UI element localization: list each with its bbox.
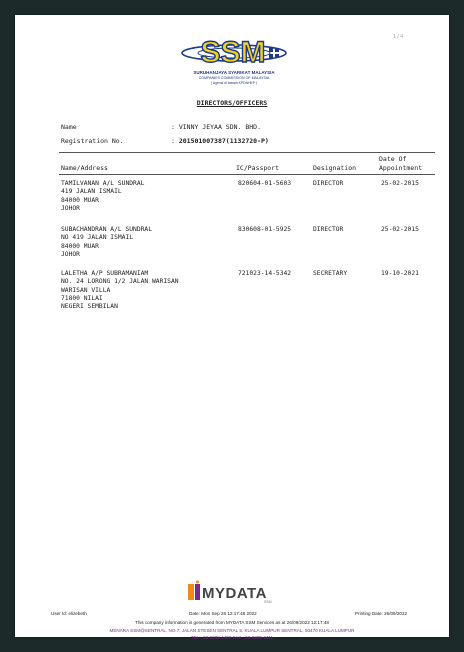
header-designation: Designation [313,164,357,172]
row-2-designation: DIRECTOR [313,226,344,233]
footer-date: Date: Mon Sep 26 12:17:48 2022 [189,611,257,616]
org-name: SURUHANJAYA SYARIKAT MALAYSIA [193,70,275,75]
agency-note: ( Agensi di bawah KPDNHEP ) [210,81,258,85]
name-value: : VINNY JEYAA SDN. BHD. [171,123,262,131]
ssm-logo [181,31,287,71]
svg-text:SSM: SSM [264,600,272,604]
row-3-ic: 721023-14-5342 [238,270,292,277]
header-name-address: Name/Address [61,164,108,172]
svg-text:MYDATA: MYDATA [202,585,267,602]
footer-tel-fax: TEL : 03-2299 4400 FAX : 03-2299 4411 [190,635,274,640]
footer-printing-date: Printing Date: 26/09/2022 [355,611,408,616]
row-3-date: 19-10-2021 [381,270,419,277]
mydata-logo [186,580,276,604]
document-title: DIRECTORS/OFFICERS [196,99,268,107]
footer-address: MENARA SSM@SENTRAL, NO.7, JALAN STESEN SENTRAL 5, KUALA LUMPUR SENTRAL, 50470 KUALA LUMPUR [109,628,355,633]
row-2-date: 25-02-2015 [381,226,419,233]
page-number: 1 / 4 [393,34,403,40]
svg-text:SSM: SSM [200,36,266,69]
name-label: Name [61,123,77,131]
registration-value: : 201501007387(1132720-P) [171,137,269,145]
document-page [15,15,449,640]
registration-label: Registration No. [61,137,124,145]
footer-generated-note: This company information is generated from MYDATA SSM Services as at 26/09/2022 12:17:48 [135,620,329,625]
row-3-name-address: LALETHA A/P SUBRAMANIAM NO. 24 LORONG 1/2 JALAN WARISAN WARISAN VILLA 71800 NILAI NEGERI SEMBILAN [61,270,179,311]
row-2-name-address: SUBACHANDRAN A/L SUNDRAL NO 419 JALAN ISMAIL 84000 MUAR JOHOR [61,226,152,258]
row-2-ic: 830608-01-5925 [238,226,292,233]
table-top-rule [59,152,435,153]
org-name-en: COMPANIES COMMISSION OF MALAYSIA [198,76,270,80]
header-date-line1: Date Of [379,155,407,163]
header-date-line2: Appointment [379,164,423,172]
footer-user-id: User Id: elizebeth [51,611,87,616]
row-1-name-address: TAMILVANAN A/L SUNDRAL 419 JALAN ISMAIL 84000 MUAR JOHOR [61,180,145,212]
header-ic-passport: IC/Passport [236,164,280,172]
row-1-ic: 820604-01-5603 [238,180,292,187]
row-1-designation: DIRECTOR [313,180,344,187]
table-header-rule [59,174,435,175]
row-3-designation: SECRETARY [313,270,348,277]
row-1-date: 25-02-2015 [381,180,419,187]
